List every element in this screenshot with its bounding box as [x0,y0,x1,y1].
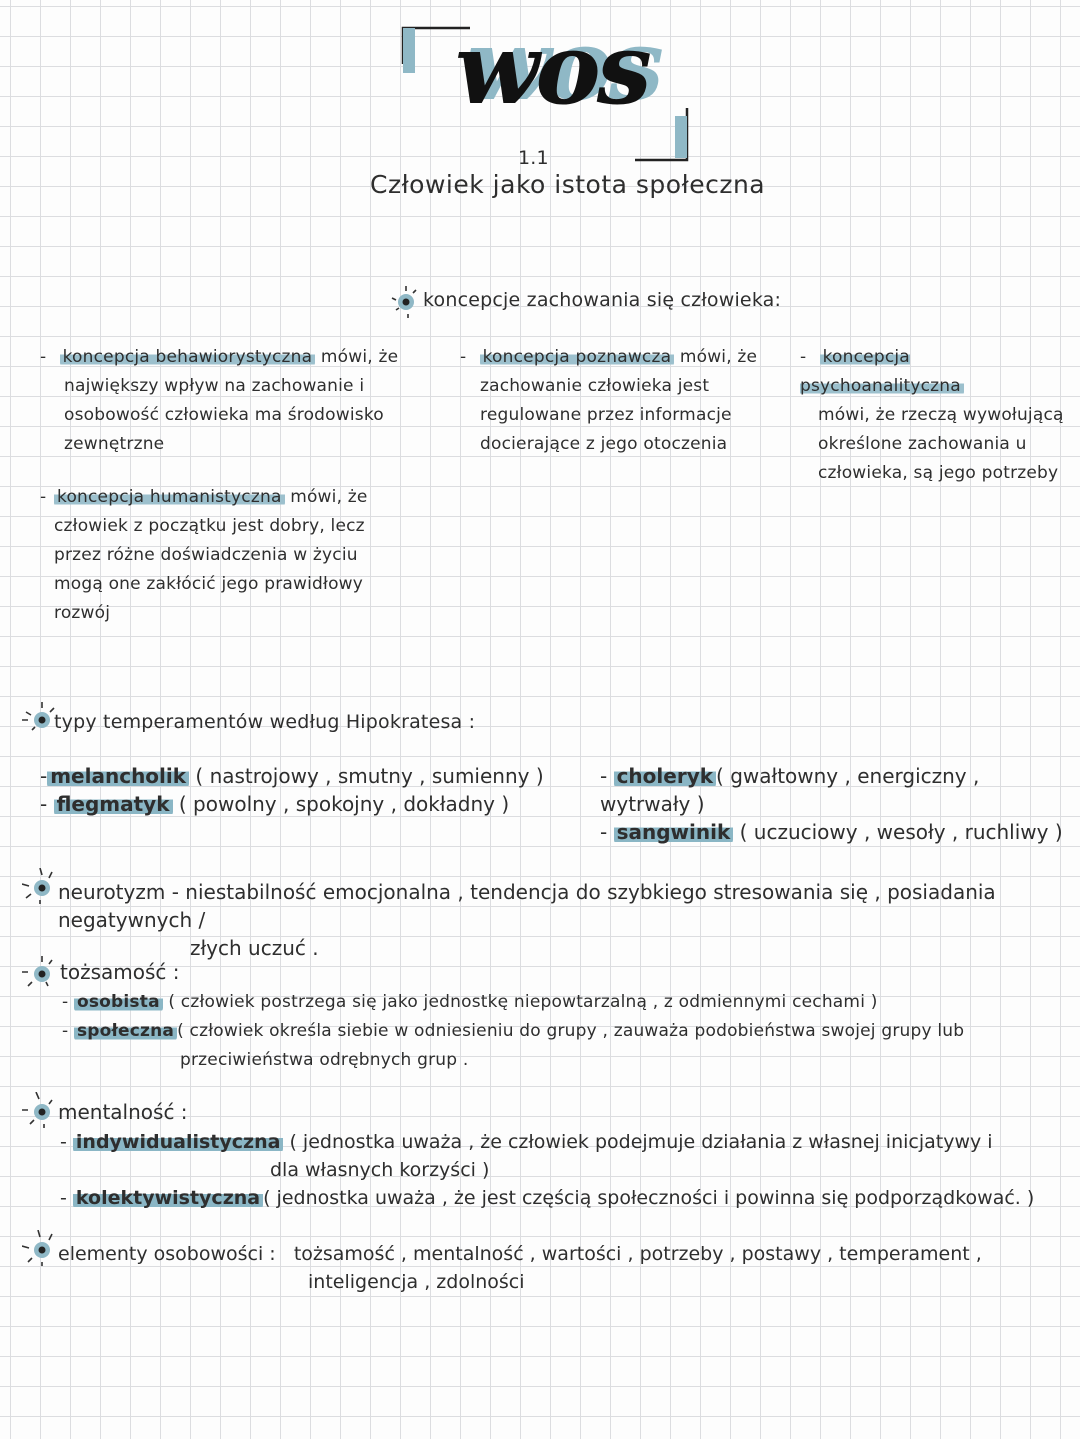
sparkle-bullet-icon [22,954,58,990]
identity-heading: tożsamość : [60,960,180,984]
section-number: 1.1 [518,147,549,169]
page-subtitle: Człowiek jako istota społeczna [370,170,766,199]
term-personal: osobista [74,992,163,1012]
term-psychoanalytic: koncepcja psychoanalityczna [800,347,964,396]
concept-cognitive: - koncepcja poznawcza mówi, że zachowanie człowieka jest regulowane przez informacje docierające z jego otoczenia [460,347,758,454]
term-sanguine: sangwinik [614,820,734,844]
sparkle-bullet-icon [22,1230,58,1266]
temperaments-heading: typy temperamentów według Hipokratesa : [54,711,476,733]
sparkle-bullet-icon [22,868,58,904]
term-humanistic: koncepcja humanistyczna [54,487,285,507]
mentality-items: - indywidualistyczna ( jednostka uważa , że człowiek podejmuje działania z własnej inicjatywy i dla własnych korzyści ) - kolektywistyczna ( jednostka uważa , że jest częścią społeczności i powinna się podporządkować. ) [60,1131,1035,1209]
personality-heading: elementy osobowości : [58,1243,276,1265]
term-cognitive: koncepcja poznawcza [480,347,675,367]
concept-humanistic: - koncepcja humanistyczna mówi, że człowiek z początku jest dobry, lecz przez różne doświadczenia w życiu mogą one zakłócić jego prawidłowy rozwój [40,487,368,623]
sparkle-bullet-icon [386,282,422,318]
personality-block: elementy osobowości : tożsamość , mentalność , wartości , potrzeby , postawy , temperament , inteligencja , zdolności [58,1243,982,1293]
mentality-heading: mentalność : [58,1100,188,1124]
temperaments-left: - melancholik ( nastrojowy , smutny , sumienny ) - flegmatyk ( powolny , spokojny , dokładny ) [40,764,544,816]
sparkle-bullet-icon [22,1092,58,1128]
term-behavioral: koncepcja behawiorystyczna [60,347,316,367]
term-collectivistic: kolektywistyczna [73,1187,263,1209]
sparkle-bullet-icon [22,700,58,736]
concept-psychoanalytic: - koncepcja psychoanalityczna mówi, że rzeczą wywołującą określone zachowania u człowieka, są jego potrzeby [800,347,1064,483]
term-phlegmatic: flegmatyk [54,792,173,816]
term-choleric: choleryk [614,764,716,788]
term-melancholic: melancholik [47,764,189,788]
identity-items: - osobista ( człowiek postrzega się jako jednostkę niepowtarzalną , z odmiennymi cechami ) - społeczna ( człowiek określa siebie w odniesieniu do grupy , zauważa podobieństwa swojej grupy lub przeciwieństwa odrębnych grup . [62,992,965,1070]
term-individualistic: indywidualistyczna [73,1131,284,1153]
temperaments-right: - choleryk ( gwałtowny , energiczny , wytrwały ) - sangwinik ( uczuciowy , wesoły , ruchliwy ) [600,764,1063,844]
term-social: społeczna [74,1021,177,1041]
concept-behavioral: - koncepcja behawiorystyczna mówi, że największy wpływ na zachowanie i osobowość człowieka ma środowisko zewnętrzne [40,347,399,454]
neuroticism-block: neurotyzm - niestabilność emocjonalna , tendencja do szybkiego stresowania się , posiadania negatywnych / złych uczuć . [58,880,996,960]
term-neuroticism: neurotyzm [58,880,166,904]
concepts-heading: koncepcje zachowania się człowieka: [423,289,782,311]
page-title: wos [455,12,648,127]
